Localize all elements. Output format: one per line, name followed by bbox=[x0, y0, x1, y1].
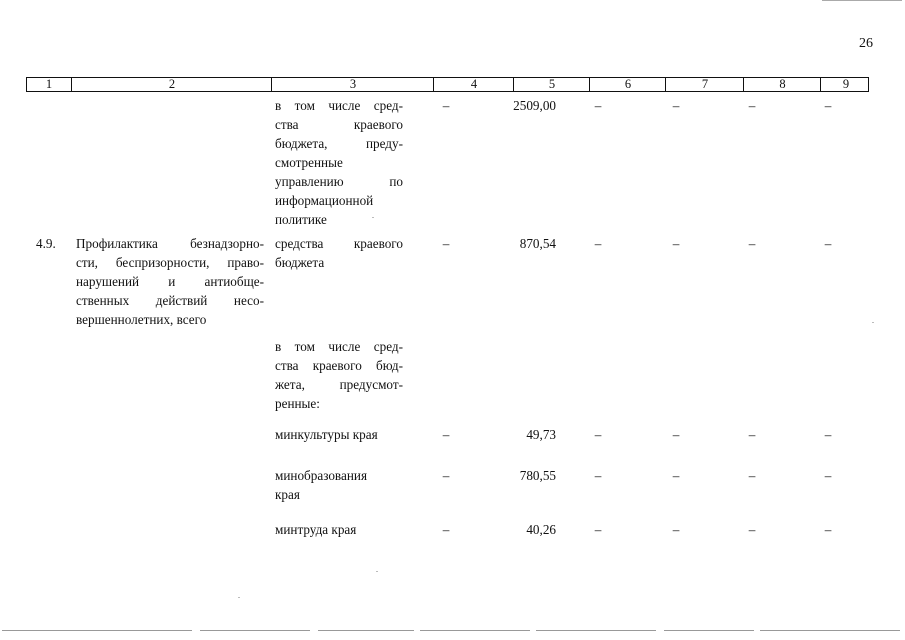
funding-source-line: минобразования bbox=[275, 468, 368, 483]
scan-edge-line bbox=[822, 0, 902, 1]
cell-col9: – bbox=[824, 468, 832, 483]
header-col-6: 6 bbox=[589, 77, 666, 92]
funding-source-line: ренные: bbox=[275, 396, 320, 411]
item-number: 4.9. bbox=[36, 236, 56, 251]
header-col-9: 9 bbox=[820, 77, 871, 92]
cell-col9: – bbox=[824, 522, 832, 537]
cell-col9: – bbox=[824, 427, 832, 442]
item-description-line: Профилактика безнадзорно- bbox=[76, 236, 264, 251]
cell-col8: – bbox=[748, 427, 756, 442]
scan-speck bbox=[238, 597, 240, 598]
table-header-row bbox=[26, 77, 869, 92]
scan-speck bbox=[376, 571, 378, 572]
funding-source-line: политике bbox=[275, 212, 327, 227]
item-description-line: нарушений и антиобще- bbox=[76, 274, 264, 289]
header-col-2: 2 bbox=[71, 77, 272, 92]
item-description-line: ственных действий несо- bbox=[76, 293, 264, 308]
funding-source-line: смотренные bbox=[275, 155, 343, 170]
funding-source-line: в том числе сред- bbox=[275, 98, 403, 113]
cell-col4: – bbox=[442, 98, 450, 113]
funding-source-line: в том числе сред- bbox=[275, 339, 403, 354]
funding-source-line: бюджета, преду- bbox=[275, 136, 403, 151]
funding-source-line: края bbox=[275, 487, 300, 502]
cell-col7: – bbox=[672, 427, 680, 442]
funding-source-line: ства краевого бюд- bbox=[275, 358, 403, 373]
header-col-7: 7 bbox=[665, 77, 744, 92]
cell-col6: – bbox=[594, 98, 602, 113]
scan-bottom-edge bbox=[0, 628, 905, 632]
header-col-4: 4 bbox=[433, 77, 514, 92]
cell-col6: – bbox=[594, 427, 602, 442]
cell-col7: – bbox=[672, 522, 680, 537]
cell-col9: – bbox=[824, 98, 832, 113]
cell-col8: – bbox=[748, 98, 756, 113]
header-col-1: 1 bbox=[45, 77, 53, 91]
cell-col5: 49,73 bbox=[526, 427, 556, 442]
scan-speck bbox=[872, 322, 874, 323]
funding-source-line: минтруда края bbox=[275, 522, 357, 537]
cell-col5: 780,55 bbox=[519, 468, 556, 483]
cell-col9: – bbox=[824, 236, 832, 251]
cell-col4: – bbox=[442, 236, 450, 251]
funding-source-line: информационной bbox=[275, 193, 374, 208]
cell-col5: 2509,00 bbox=[513, 98, 556, 113]
cell-col4: – bbox=[442, 427, 450, 442]
cell-col7: – bbox=[672, 98, 680, 113]
cell-col8: – bbox=[748, 522, 756, 537]
funding-source-line: минкультуры края bbox=[275, 427, 378, 442]
cell-col4: – bbox=[442, 522, 450, 537]
cell-col8: – bbox=[748, 236, 756, 251]
item-description-line: вершеннолетних, всего bbox=[76, 312, 207, 327]
funding-source-line: ства краевого bbox=[275, 117, 403, 132]
cell-col4: – bbox=[442, 468, 450, 483]
cell-col6: – bbox=[594, 522, 602, 537]
item-description-line: сти, беспризорности, право- bbox=[76, 255, 264, 270]
scan-speck bbox=[372, 217, 374, 218]
cell-col6: – bbox=[594, 236, 602, 251]
cell-col7: – bbox=[672, 236, 680, 251]
funding-source-line: управлению по bbox=[275, 174, 403, 189]
cell-col8: – bbox=[748, 468, 756, 483]
cell-col5: 40,26 bbox=[526, 522, 556, 537]
page-number: 26 bbox=[859, 36, 873, 51]
header-col-8: 8 bbox=[743, 77, 821, 92]
cell-col7: – bbox=[672, 468, 680, 483]
cell-col5: 870,54 bbox=[519, 236, 556, 251]
cell-col6: – bbox=[594, 468, 602, 483]
funding-source-line: жета, предусмот- bbox=[275, 377, 403, 392]
header-col-3: 3 bbox=[271, 77, 434, 92]
funding-source-line: средства краевого bbox=[275, 236, 403, 251]
funding-source-line: бюджета bbox=[275, 255, 325, 270]
header-col-5: 5 bbox=[513, 77, 590, 92]
